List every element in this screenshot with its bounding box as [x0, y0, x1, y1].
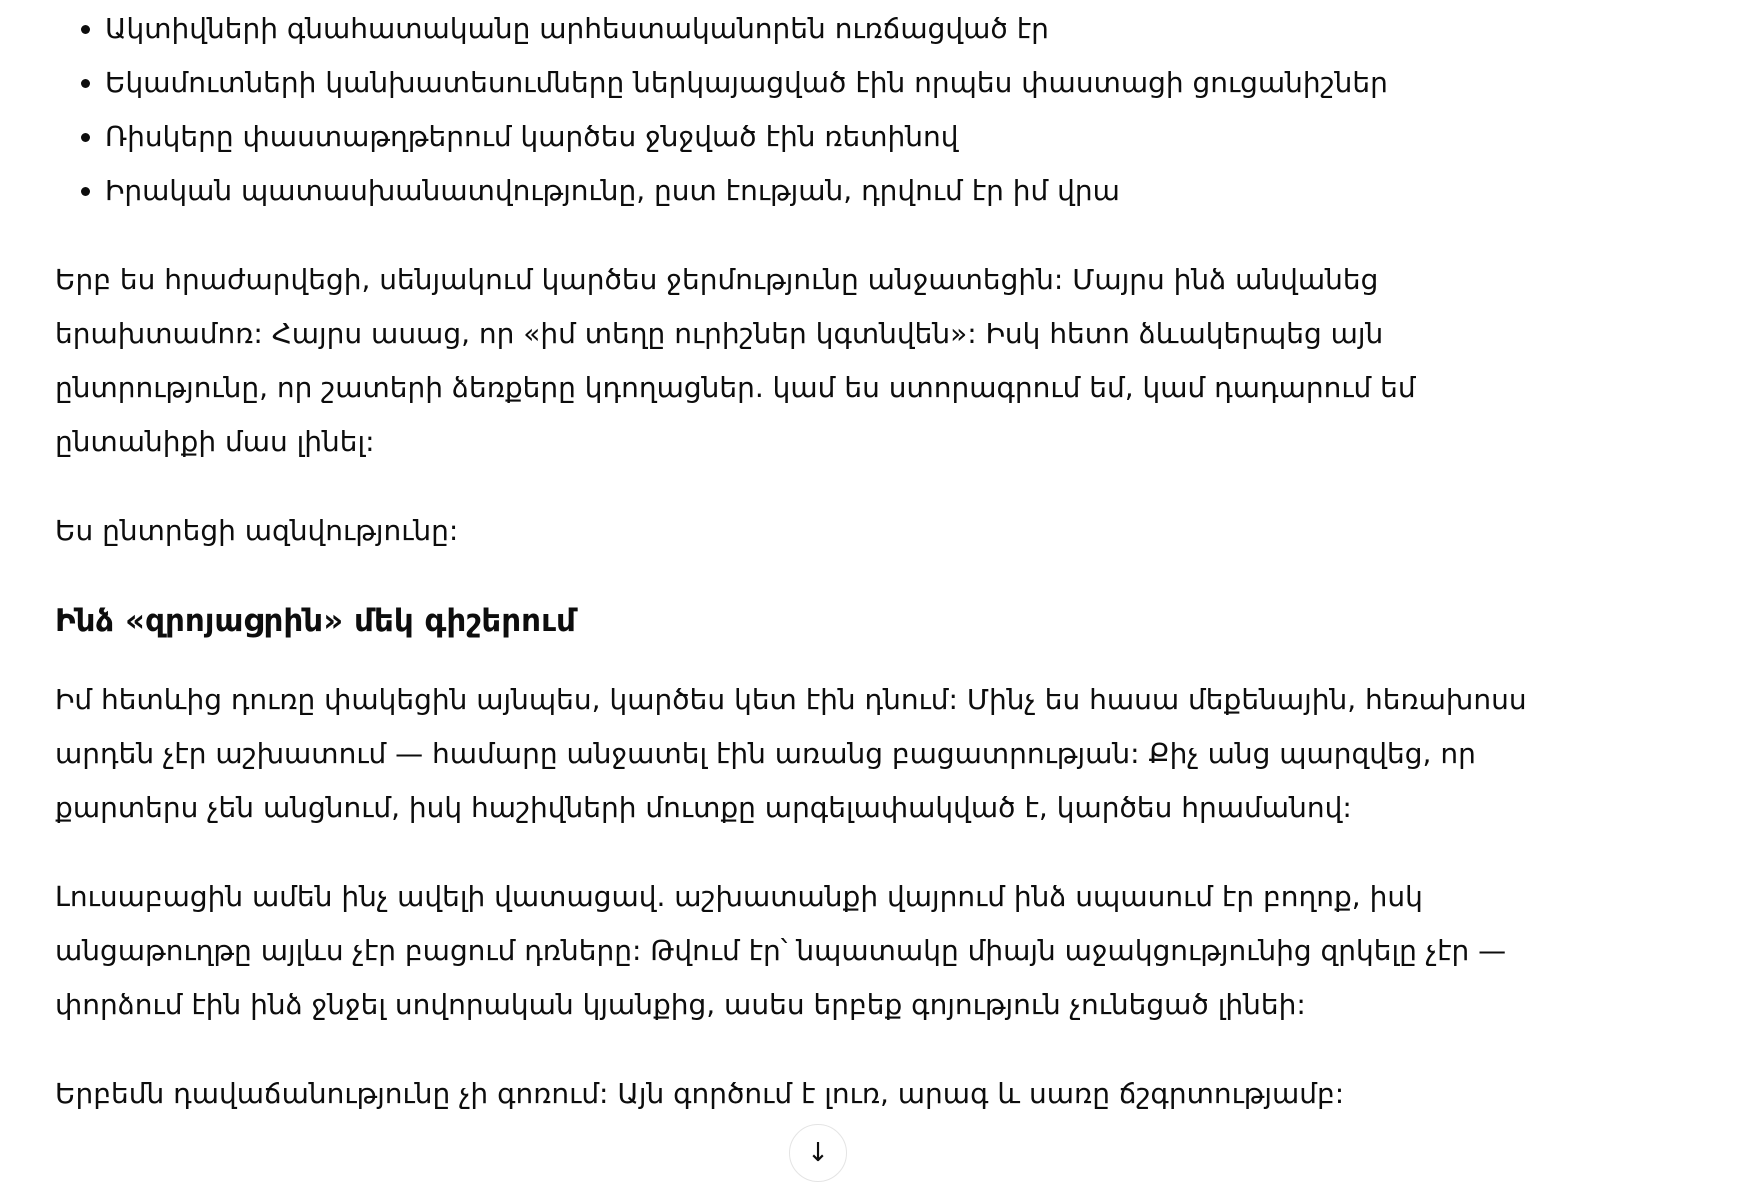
bullet-list	[55, 2, 1750, 218]
text-line: անցաթուղթը այլևս չէր բացում դռները: Թվում էր՝ նպատակը միայն աջակցությունից զրկելը չէր —	[55, 934, 1507, 967]
list-item-text: Եկամուտների կանխատեսումները ներկայացված էին որպես փաստացի ցուցանիշներ	[105, 66, 1388, 99]
list-item-text: Ակտիվների գնահատականը արհեստականորեն ուռճացված էր	[105, 12, 1049, 45]
list-item-text: Իրական պատասխանատվությունը, ըստ էության, դրվում էր իմ վրա	[105, 174, 1120, 207]
text-line: ընտանիքի մաս լինել:	[55, 425, 375, 458]
list-item	[105, 110, 1750, 164]
text-line: Լուսաբացին ամեն ինչ ավելի վատացավ. աշխատանքի վայրում ինձ սպասում էր բողոք, իսկ	[55, 880, 1423, 913]
text-line: արդեն չէր աշխատում — համարը անջատել էին առանց բացատրության: Քիչ անց պարզվեց, որ	[55, 737, 1476, 770]
text-line: երախտամոռ: Հայրս ասաց, որ «իմ տեղը ուրիշներ կգտնվեն»: Իսկ հետո ձևակերպեց այն	[55, 317, 1384, 350]
text-line: Ես ընտրեցի ազնվությունը:	[55, 514, 459, 547]
scroll-down-button[interactable]	[789, 1124, 847, 1182]
paragraph	[55, 1067, 1750, 1121]
text-line: ընտրությունը, որ շատերի ձեռքերը կդողացներ. կամ ես ստորագրում եմ, կամ դադարում եմ	[55, 371, 1416, 404]
list-item	[105, 56, 1750, 110]
text-line: Երբեմն դավաճանությունը չի գոռում: Այն գործում է լուռ, արագ և սառը ճշգրտությամբ:	[55, 1077, 1345, 1110]
paragraph	[55, 253, 1750, 469]
text-line: քարտերս չեն անցնում, իսկ հաշիվների մուտքը արգելափակված է, կարծես հրամանով:	[55, 791, 1352, 824]
text-line: Երբ ես հրաժարվեցի, սենյակում կարծես ջերմությունը անջատեցին: Մայրս ինձ անվանեց	[55, 263, 1379, 296]
text-line: Իմ հետևից դուռը փակեցին այնպես, կարծես կետ էին դնում: Մինչ ես հասա մեքենային, հեռախոսս	[55, 683, 1527, 716]
section-heading: Ինձ «զրոյացրին» մեկ գիշերում	[55, 603, 576, 639]
list-item	[105, 2, 1750, 56]
paragraph	[55, 870, 1750, 1032]
paragraph	[55, 504, 1750, 558]
text-line: փորձում էին ինձ ջնջել սովորական կյանքից, ասես երբեք գոյություն չունեցած լինեի:	[55, 988, 1306, 1021]
arrow-down-icon: ↓	[807, 1138, 829, 1168]
list-item	[105, 164, 1750, 218]
list-item-text: Ռիսկերը փաստաթղթերում կարծես ջնջված էին ռետինով	[105, 120, 959, 153]
paragraph	[55, 673, 1750, 835]
document-content	[55, 2, 1750, 1121]
